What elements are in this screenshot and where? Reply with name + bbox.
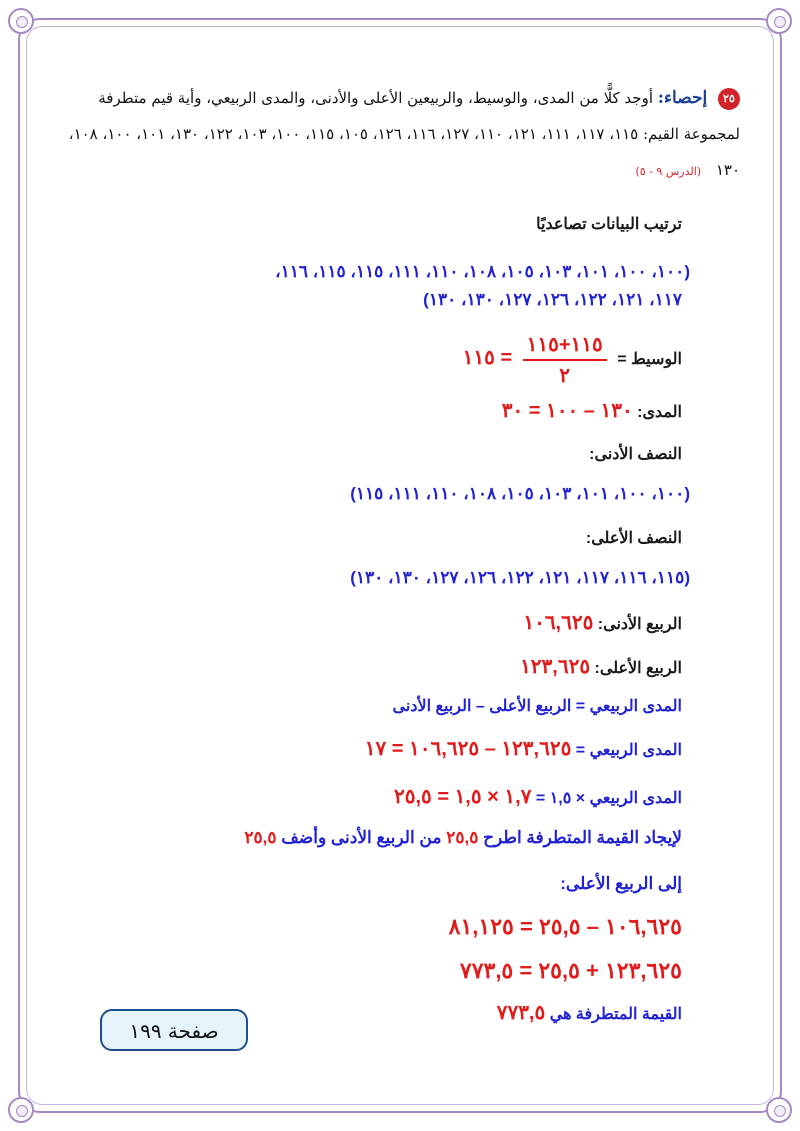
range-value: ١٣٠ – ١٠٠ = ٣٠	[501, 400, 633, 422]
outlier-num-a: ٢٥,٥	[446, 828, 479, 847]
problem-number-badge: ٢٥	[718, 88, 740, 110]
q3-value: ١٢٣,٦٢٥	[520, 656, 591, 678]
problem-text: أوجد كلًّا من المدى، والوسيط، والربيعين الأعلى والأدنى، والمدى الربيعي، وأية قيم متطرفة لمجموعة القيم: ١١٥، ١١٧، ١١١، ١٢١، ١١٠، ١٢٧، ١١٦، ١٢٦، ١٠٥، ١١٥، ١٠٠، ١٠٣، ١٢٢، ١٣٠، ١٠١، ١٠٠، ١٠٨، ١٣٠	[68, 89, 740, 179]
lower-half-label: النصف الأدنى:	[589, 446, 682, 463]
sorted-values-line-1: (١٠٠، ١٠٠، ١٠١، ١٠٣، ١٠٥، ١٠٨، ١١٠، ١١١، ١١٥، ١١٥، ١١٦،	[275, 262, 690, 281]
page-number-badge: صفحة ١٩٩	[100, 1009, 248, 1051]
median-label: الوسيط =	[617, 351, 682, 369]
iqr-definition: المدى الربيعي = الربيع الأعلى – الربيع الأدنى	[392, 698, 682, 715]
iqr-row	[365, 736, 682, 761]
outlier-num-b: ٢٥,٥	[244, 828, 277, 847]
sort-heading: ترتيب البيانات تصاعديًا	[536, 216, 682, 233]
median-fraction	[523, 332, 607, 388]
calc-upper-fence: ١٢٣,٦٢٥ + ٢٥,٥ = ٧٧٣,٥	[459, 958, 682, 983]
lesson-reference: (الدرس ٩ - ٥)	[635, 165, 702, 178]
iqr-label: المدى الربيعي =	[575, 742, 682, 759]
corner-ornament	[8, 8, 34, 34]
iqr-times-row	[394, 784, 682, 809]
problem-statement	[60, 80, 740, 190]
iqr-value: ١٢٣,٦٢٥ – ١٠٦,٦٢٥ = ١٧	[364, 738, 572, 760]
q1-row	[523, 610, 682, 635]
outlier-result-row	[497, 1000, 682, 1025]
q1-label: الربيع الأدنى:	[597, 616, 682, 633]
outlier-text-a: لإيجاد القيمة المتطرفة اطرح	[483, 828, 682, 847]
upper-half-label: النصف الأعلى:	[585, 530, 682, 547]
corner-ornament	[766, 8, 792, 34]
median-numerator: ١١٥+١١٥	[523, 332, 607, 361]
sorted-values-line-2: ١١٧، ١٢١، ١٢٢، ١٢٦، ١٢٧، ١٣٠، ١٣٠)	[423, 290, 682, 309]
q3-label: الربيع الأعلى:	[594, 660, 682, 677]
q3-row	[520, 654, 682, 679]
range-row	[502, 398, 682, 423]
median-result: = ١١٥	[462, 347, 513, 370]
median-row	[463, 332, 682, 388]
outlier-instruction	[244, 828, 682, 848]
outlier-result-label: القيمة المتطرفة هي	[549, 1006, 682, 1023]
outlier-text-c: إلى الربيع الأعلى:	[560, 874, 682, 893]
median-denominator: ٢	[559, 365, 571, 387]
iqr-times-label: المدى الربيعي × ١,٥ =	[535, 790, 682, 807]
problem-title: إحصاء:	[657, 88, 708, 108]
upper-half-values: (١١٥، ١١٦، ١١٧، ١٢١، ١٢٢، ١٢٦، ١٢٧، ١٣٠، ١٣٠)	[350, 568, 690, 587]
range-label: المدى:	[637, 404, 682, 421]
outlier-result-value: ٧٧٣,٥	[496, 1002, 546, 1024]
iqr-times-value: ١,٧ × ١,٥ = ٢٥,٥	[393, 786, 532, 808]
corner-ornament	[766, 1097, 792, 1123]
q1-value: ١٠٦,٦٢٥	[523, 612, 594, 634]
lower-half-values: (١٠٠، ١٠٠، ١٠١، ١٠٣، ١٠٥، ١٠٨، ١١٠، ١١١، ١١٥)	[350, 484, 690, 503]
calc-lower-fence: ١٠٦,٦٢٥ – ٢٥,٥ = ٨١,١٢٥	[448, 914, 682, 939]
outlier-text-b: من الربيع الأدنى وأضف	[281, 828, 442, 847]
corner-ornament	[8, 1097, 34, 1123]
